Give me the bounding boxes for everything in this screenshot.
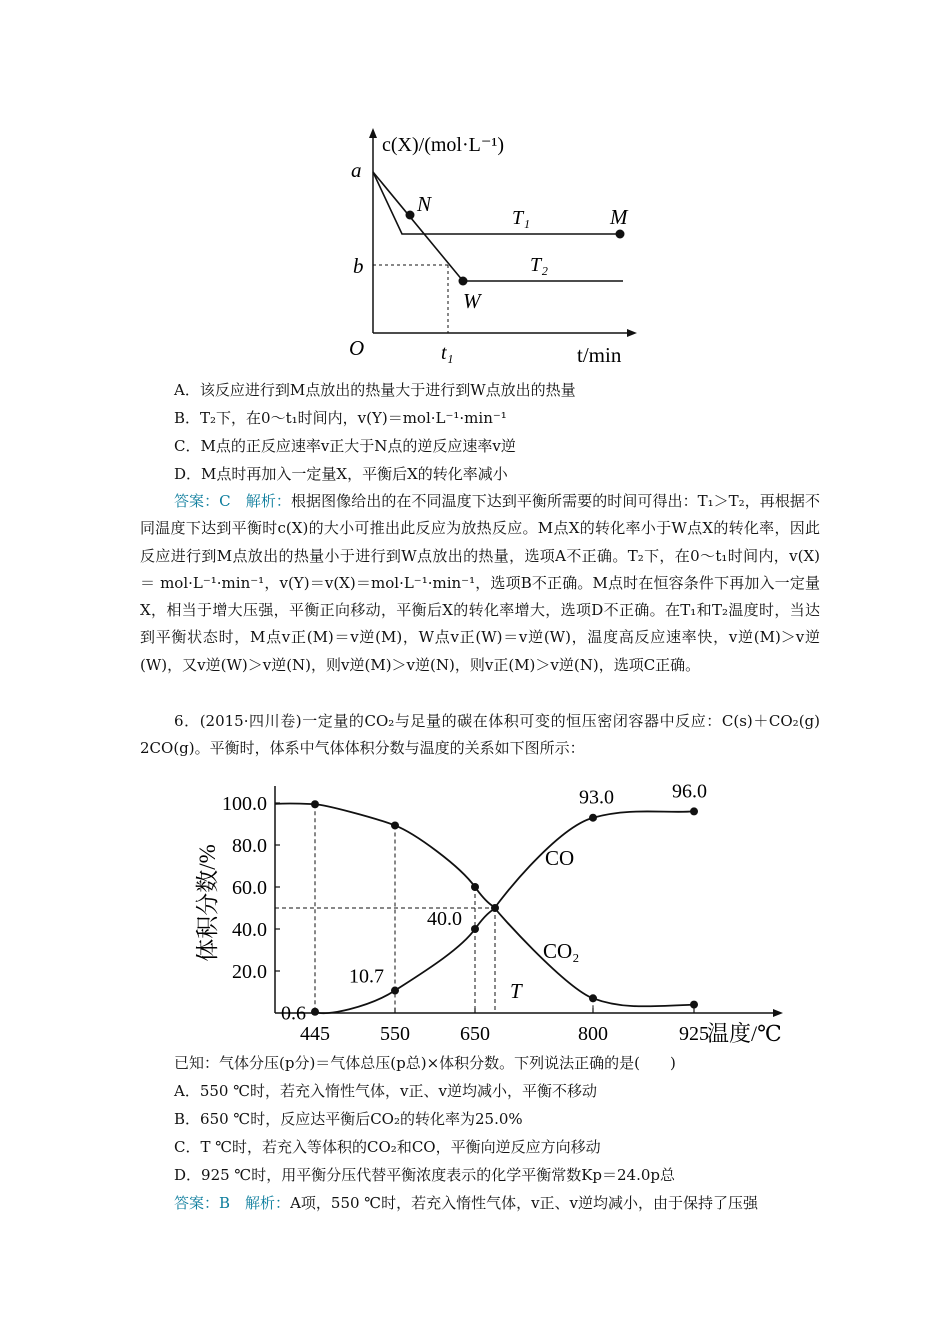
data-label: 0.6 <box>281 1002 306 1025</box>
x-tick-label: 800 <box>578 1023 608 1045</box>
q5-option-a: A．该反应进行到M点放出的热量大于进行到W点放出的热量 <box>174 381 576 399</box>
y-tick-label: 40.0 <box>232 919 267 941</box>
q5-analysis-label: 解析： <box>245 492 291 510</box>
crossing-label-T: T <box>510 979 522 1003</box>
q6-answer-label: 答案：B <box>174 1194 231 1212</box>
data-point-CO <box>391 987 399 995</box>
y-tick-label: 20.0 <box>232 961 267 983</box>
q6-option-d: D．925 ℃时，用平衡分压代替平衡浓度表示的化学平衡常数Kp＝24.0p总 <box>174 1166 676 1184</box>
y-tick-label: 100.0 <box>222 793 267 815</box>
q5-option-d: D．M点时再加入一定量X，平衡后X的转化率减小 <box>174 465 508 483</box>
label-T1: T₁ <box>512 207 531 229</box>
x-axis-label: t/min <box>577 343 622 367</box>
label-T2: T₂ <box>530 254 549 276</box>
q6-option-c: C．T ℃时，若充入等体积的CO₂和CO，平衡向逆反应方向移动 <box>174 1138 601 1156</box>
x-tick-label: 550 <box>380 1023 410 1045</box>
point-N <box>406 211 415 220</box>
y-axis-arrow <box>369 128 377 138</box>
y-axis-label: 体积分数/% <box>195 844 220 962</box>
y-axis-label: c(X)/(mol·L⁻¹) <box>382 134 505 156</box>
x-tick-label: 445 <box>300 1023 330 1045</box>
x-tick-label: 650 <box>460 1023 490 1045</box>
series-label-CO2: CO₂ <box>543 939 580 963</box>
q6-option-a: A．550 ℃时，若充入惰性气体，v正、v逆均减小，平衡不移动 <box>174 1082 597 1100</box>
a-label: a <box>351 158 362 182</box>
q5-answer-label: 答案：C <box>174 492 231 510</box>
data-point-CO <box>311 1008 319 1016</box>
data-label: 40.0 <box>427 908 462 930</box>
q6-analysis-label: 解析： <box>245 1194 291 1212</box>
q6-option-b: B．650 ℃时，反应达平衡后CO₂的转化率为25.0% <box>174 1110 523 1128</box>
q5-analysis-text: 根据图像给出的在不同温度下达到平衡所需要的时间可得出：T₁＞T₂，再根据不同温度下达到平衡时c(X)的大小可推出此反应为放热反应。M点X的转化率小于W点X的转化率，因此反应进行到M点放出的热量小于进行到W点放出的热量，选项A不正确。T₂下，在0～t₁时间内，v(X)＝ mol·L⁻¹·min⁻¹，v(Y)＝v(X)＝mol·L⁻¹·min⁻¹，选项B不正确。M点时在恒容条件下再加入一定量X，相当于增大压强，平衡正向移动，平衡后X的转化率增大，选项D不正确。在T₁和T₂温度时，当达到平衡状态时，M点v正(M)＝v逆(M)，W点v正(W)＝v逆(W)，温度高反应速率快，v逆(M)＞v逆(W)，又v逆(W)＞v逆(N)，则v逆(M)＞v逆(N)，则v正(M)＞v逆(N)，选项C正确。 <box>140 492 820 674</box>
data-point-CO2 <box>589 994 597 1002</box>
data-label: 10.7 <box>349 965 384 988</box>
point-W <box>459 277 468 286</box>
volume-fraction-chart <box>175 768 805 1048</box>
x-axis-arrow <box>773 1009 783 1017</box>
data-label: 93.0 <box>579 786 614 809</box>
label-M: M <box>610 205 628 229</box>
q6-stem: 6．(2015·四川卷)一定量的CO₂与足量的碳在体积可变的恒压密闭容器中反应：C(s)＋CO₂(g) 2CO(g)。平衡时，体系中气体体积分数与温度的关系如下图所示： <box>140 712 851 758</box>
y-tick-label: 60.0 <box>232 877 267 899</box>
data-point-CO <box>690 807 698 815</box>
x-axis-label: 温度/℃ <box>707 1021 782 1046</box>
q5-option-b: B．T₂下，在0～t₁时间内，v(Y)＝mol·L⁻¹·min⁻¹ <box>174 409 507 427</box>
data-point-CO2 <box>471 883 479 891</box>
x-axis-arrow <box>627 329 637 337</box>
curve-T1 <box>373 172 620 234</box>
data-label: 96.0 <box>672 780 707 803</box>
q5-option-c: C．M点的正反应速率v正大于N点的逆反应速率v逆 <box>174 437 516 455</box>
concentration-time-chart <box>340 120 650 370</box>
data-point-CO2 <box>690 1001 698 1009</box>
q6-answer-line <box>174 1193 758 1213</box>
crossing-point <box>491 904 499 912</box>
origin-label: O <box>349 336 365 360</box>
q6-known: 已知：气体分压(p分)＝气体总压(p总)×体积分数。下列说法正确的是( ) <box>174 1054 676 1072</box>
data-point-CO2 <box>391 821 399 829</box>
data-point-CO <box>471 925 479 933</box>
q5-analysis <box>140 488 820 679</box>
data-point-CO2 <box>311 800 319 808</box>
y-tick-label: 80.0 <box>232 835 267 857</box>
label-N: N <box>417 192 432 216</box>
x-tick-label: 925 <box>679 1023 709 1045</box>
series-line-CO2 <box>275 803 694 1006</box>
q6-analysis-text: A项，550 ℃时，若充入惰性气体，v正、v逆均减小，由于保持了压强 <box>290 1194 759 1212</box>
label-W: W <box>463 289 481 313</box>
series-label-CO: CO <box>545 846 575 870</box>
b-label: b <box>353 254 364 278</box>
t1-label: t₁ <box>441 342 454 364</box>
point-M <box>616 230 625 239</box>
data-point-CO <box>589 814 597 822</box>
